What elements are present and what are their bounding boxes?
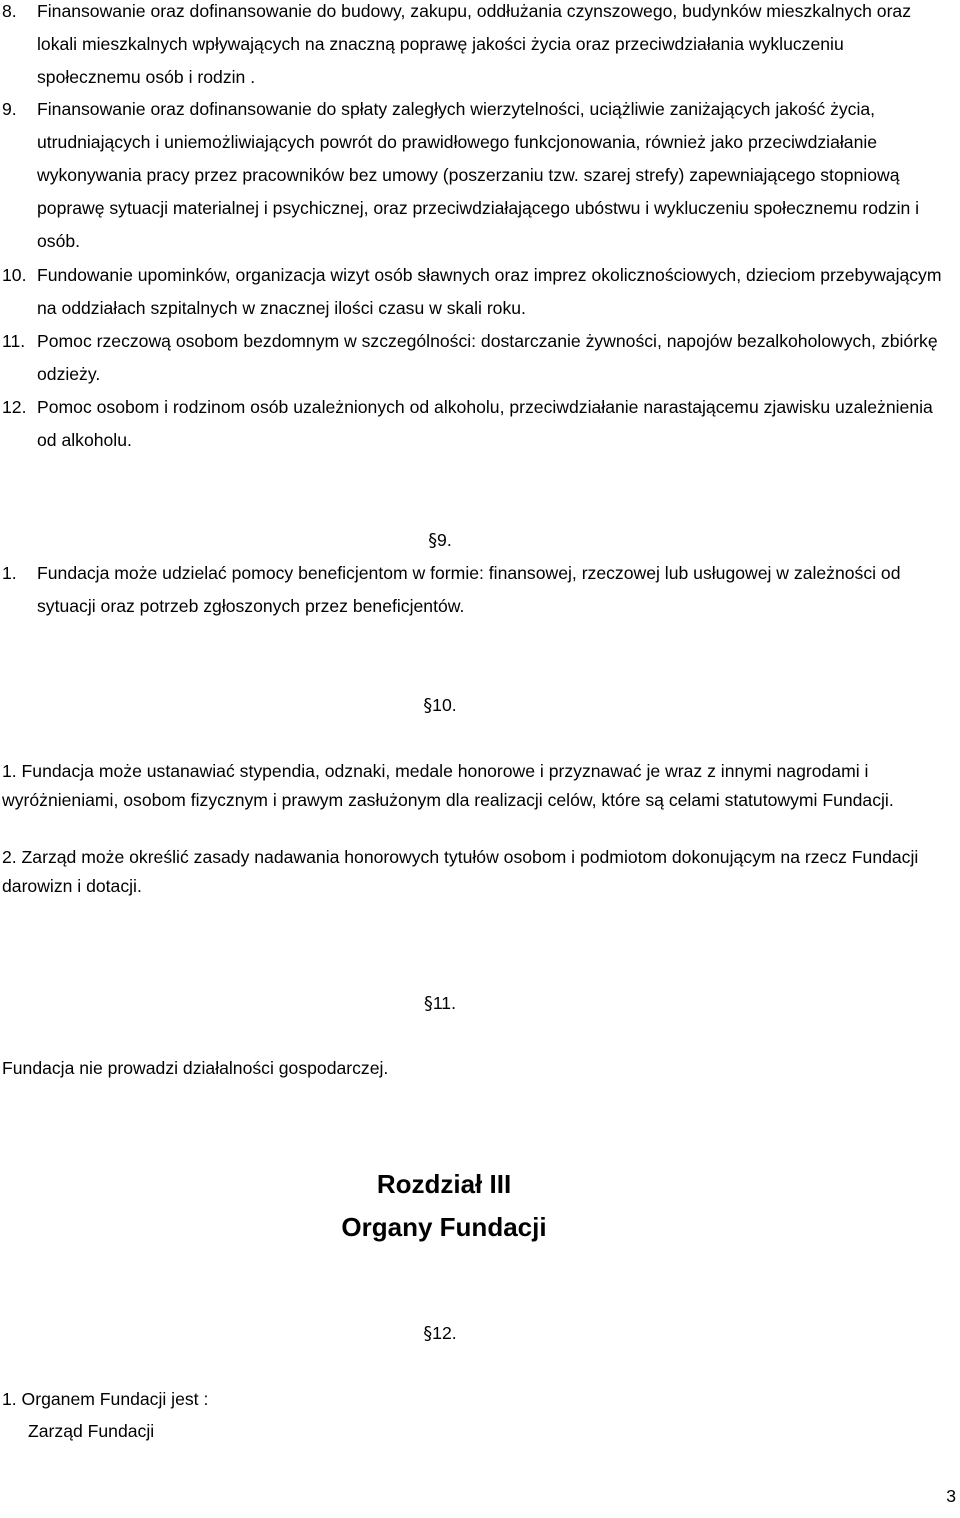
page-number: 3 — [946, 1486, 956, 1506]
section-11-heading — [400, 988, 480, 1019]
paragraph-symbol: § — [423, 1324, 433, 1344]
list-item-text: Pomoc osobom i rodzinom osób uzależnionych od alkoholu, przeciwdziałanie narastającemu zjawisku uzależnienia od alkoholu. — [37, 397, 933, 450]
point-number: 1. — [2, 563, 17, 583]
list-item-number: 10. — [2, 265, 27, 285]
section-10-paragraph-1: 1. Fundacja może ustanawiać stypendia, odznaki, medale honorowe i przyznawać je wraz z innymi nagrodami i wyróżnieniami, osobom fizycznym i prawym zasłużonym dla realizacji celów, które są celami statutowymi Fundacji. — [2, 761, 894, 810]
list-item-number: 12. — [2, 397, 27, 417]
list-item-text: Fundowanie upominków, organizacja wizyt osób sławnych oraz imprez okolicznościowych, dzieciom przebywającym na oddziałach szpitalnych w znacznej ilości czasu w skali roku. — [37, 265, 942, 318]
chapter-subtitle: Organy Fundacji — [341, 1212, 547, 1242]
list-item-text: Finansowanie oraz dofinansowanie do budowy, zakupu, oddłużania czynszowego, budynków mieszkalnych oraz lokali mieszkalnych wpływających na znaczną poprawę jakości życia oraz przeciwdziałania wykluczeniu społecznemu osób i rodzin . — [37, 1, 912, 87]
paragraph-symbol: § — [428, 531, 438, 551]
section-10-heading — [400, 690, 480, 721]
section-9-point-1 — [0, 557, 950, 623]
paragraph-symbol: § — [424, 994, 433, 1014]
list-item-text: Pomoc rzeczową osobom bezdomnym w szczególności: dostarczanie żywności, napojów bezalkoholowych, zbiórkę odzieży. — [37, 331, 938, 384]
list-item-8 — [0, 0, 950, 94]
section-number: 9. — [437, 530, 452, 550]
section-12-line-2: Zarząd Fundacji — [28, 1421, 155, 1441]
point-text: Fundacja może udzielać pomocy beneficjentom w formie: finansowej, rzeczowej lub usługowej w zależności od sytuacji oraz potrzeb zgłoszonych przez beneficjentów. — [37, 563, 901, 616]
section-12-line-1: 1. Organem Fundacji jest : — [2, 1389, 209, 1409]
list-item-number: 8. — [2, 1, 17, 21]
list-item-10 — [0, 259, 950, 325]
list-item-12 — [0, 391, 950, 457]
section-11-text: Fundacja nie prowadzi działalności gospodarczej. — [2, 1058, 389, 1078]
section-12-heading — [400, 1318, 480, 1349]
paragraph-symbol: § — [423, 696, 433, 716]
list-item-text: Finansowanie oraz dofinansowanie do spłaty zaległych wierzytelności, uciążliwie zaniżających jakość życia, utrudniających i uniemożliwiających powrót do prawidłowego funkcjonowania, również jako przeciwdziałanie wykonywania pracy przez pracowników bez umowy (poszerzaniu tzw. szarej strefy) zapewniającego stopniową poprawę sytuacji materialnej i psychicznej, oraz przeciwdziałającego ubóstwu i wykluczeniu społecznemu rodzin i osób. — [37, 99, 920, 251]
chapter-title: Rozdział III — [376, 1169, 512, 1199]
section-number: 12. — [432, 1323, 457, 1343]
list-item-number: 9. — [2, 99, 17, 119]
list-item-11 — [0, 325, 950, 391]
list-item-9 — [0, 93, 950, 258]
list-item-number: 11. — [2, 331, 26, 351]
section-number: 11. — [432, 993, 456, 1013]
section-10-paragraph-2: 2. Zarząd może określić zasady nadawania honorowych tytułów osobom i podmiotom dokonującym na rzecz Fundacji darowizn i dotacji. — [2, 847, 919, 896]
section-number: 10. — [432, 695, 457, 715]
section-9-heading — [400, 525, 480, 556]
